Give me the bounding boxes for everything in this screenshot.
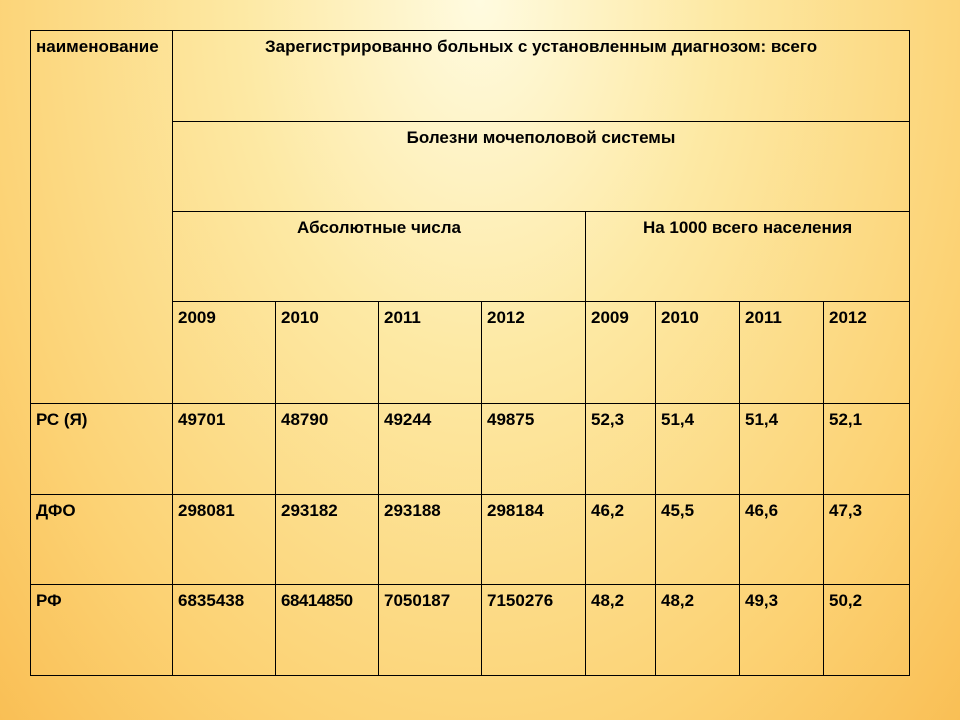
value-per1000: 49,3: [740, 585, 824, 676]
value-per1000: 46,6: [740, 495, 824, 585]
value-per1000: 50,2: [824, 585, 910, 676]
value-per1000: 51,4: [656, 404, 740, 495]
value-absolute: 7050187: [379, 585, 482, 676]
value-per1000: 47,3: [824, 495, 910, 585]
value-absolute: 49244: [379, 404, 482, 495]
year-absolute-2011: 2011: [379, 302, 482, 404]
value-absolute: 7150276: [482, 585, 586, 676]
year-absolute-2012: 2012: [482, 302, 586, 404]
value-absolute: 49875: [482, 404, 586, 495]
header-per1000: На 1000 всего населения: [586, 212, 910, 302]
value-per1000: 48,2: [586, 585, 656, 676]
year-per1000-2011: 2011: [740, 302, 824, 404]
statistics-table: [30, 30, 910, 676]
header-row-total: [31, 31, 910, 122]
value-per1000: 48,2: [656, 585, 740, 676]
value-absolute: 48790: [276, 404, 379, 495]
year-absolute-2010: 2010: [276, 302, 379, 404]
value-per1000: 51,4: [740, 404, 824, 495]
table-row: [31, 495, 910, 585]
header-total: Зарегистрированно больных с установленным диагнозом: всего: [173, 31, 910, 122]
row-name: РС (Я): [31, 404, 173, 495]
row-header-cell: наименование: [31, 31, 173, 404]
header-absolute: Абсолютные числа: [173, 212, 586, 302]
value-per1000: 52,3: [586, 404, 656, 495]
row-name: РФ: [31, 585, 173, 676]
value-per1000: 52,1: [824, 404, 910, 495]
year-per1000-2012: 2012: [824, 302, 910, 404]
value-per1000: 46,2: [586, 495, 656, 585]
value-absolute: 298184: [482, 495, 586, 585]
table-row: [31, 404, 910, 495]
value-absolute: 49701: [173, 404, 276, 495]
value-absolute: 298081: [173, 495, 276, 585]
table-row: [31, 585, 910, 676]
year-absolute-2009: 2009: [173, 302, 276, 404]
value-absolute: 68414850: [276, 585, 379, 676]
value-absolute: 293182: [276, 495, 379, 585]
value-absolute: 6835438: [173, 585, 276, 676]
value-per1000: 45,5: [656, 495, 740, 585]
year-per1000-2010: 2010: [656, 302, 740, 404]
value-absolute: 293188: [379, 495, 482, 585]
year-per1000-2009: 2009: [586, 302, 656, 404]
row-name: ДФО: [31, 495, 173, 585]
header-group: Болезни мочеполовой системы: [173, 122, 910, 212]
